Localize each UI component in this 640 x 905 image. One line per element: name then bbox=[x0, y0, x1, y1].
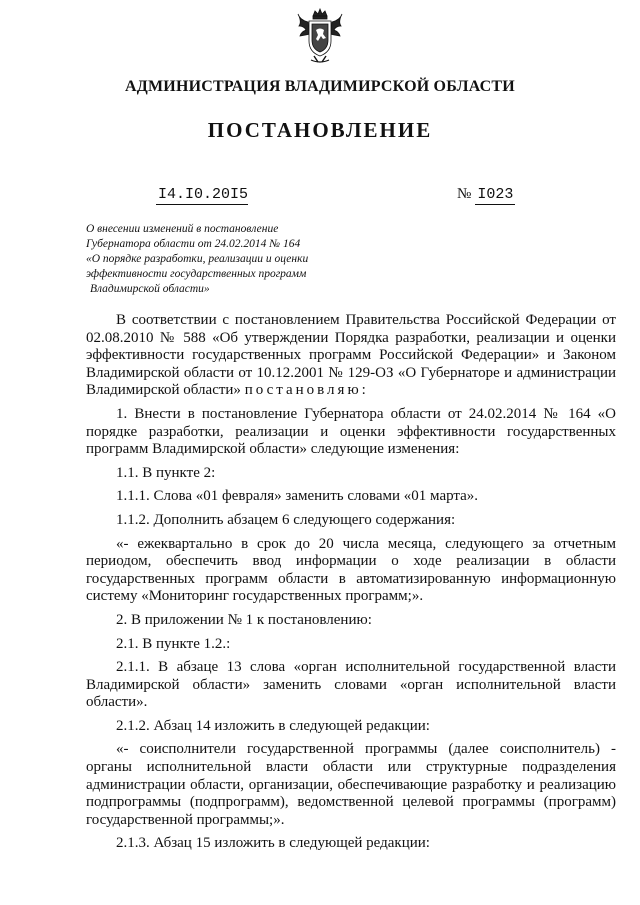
subject-line: Губернатора области от 24.02.2014 № 164 bbox=[86, 238, 301, 250]
clause-1: 1. Внести в постановление Губернатора области от 24.02.2014 № 164 «О порядке разработки, реализации и оценки эффективности государственных программ Владимирской области» следующие изменения: bbox=[86, 405, 616, 458]
document-subject bbox=[86, 222, 376, 297]
document-number: I023 bbox=[477, 186, 514, 203]
subject-line: «О порядке разработки, реализации и оценки bbox=[86, 253, 309, 265]
clause-1-1-1: 1.1.1. Слова «01 февраля» заменить словами «01 марта». bbox=[116, 488, 479, 505]
quote-clause-2: «- соисполнители государственной программы (далее соисполнитель) - органы исполнительной власти области или структурные подразделения администрации области, организации, обеспечивающие разработку и реализацию подпрограммы (подпрограмм), ведомственной целевой программы (программ) государственной программы;». bbox=[86, 741, 616, 828]
quote-clause-1: «- ежеквартально в срок до 20 числа месяца, следующего за отчетным периодом, обеспечить ввод информации о ходе реализации в области государственных программ области в автоматизированную информационную систему «Мониторинг государственных программ;». bbox=[86, 535, 616, 605]
clause-2-1-3: 2.1.3. Абзац 15 изложить в следующей редакции: bbox=[116, 835, 430, 852]
document-number-block bbox=[457, 186, 515, 205]
coat-of-arms-emblem bbox=[296, 8, 344, 64]
clause-1-1: 1.1. В пункте 2: bbox=[116, 464, 216, 481]
document-date: I4.I0.20I5 bbox=[158, 186, 249, 203]
resolve-word: постановляю: bbox=[244, 382, 369, 399]
clause-1-1-2: 1.1.2. Дополнить абзацем 6 следующего содержания: bbox=[116, 511, 456, 528]
document-type-title: ПОСТАНОВЛЕНИЕ bbox=[207, 118, 433, 142]
clause-2-1-2: 2.1.2. Абзац 14 изложить в следующей редакции: bbox=[116, 717, 430, 734]
preamble-paragraph bbox=[86, 312, 616, 400]
clause-2-1: 2.1. В пункте 1.2.: bbox=[116, 635, 231, 652]
organization-name: АДМИНИСТРАЦИЯ ВЛАДИМИРСКОЙ ОБЛАСТИ bbox=[125, 78, 515, 95]
clause-2-1-1: 2.1.1. В абзаце 13 слова «орган исполнительной государственной власти Владимирской области» заменить словами «орган исполнительной власти области». bbox=[86, 659, 616, 711]
document-body bbox=[86, 312, 616, 853]
subject-line: Владимирской области» bbox=[90, 283, 210, 295]
subject-line: О внесении изменений в постановление bbox=[86, 223, 279, 235]
subject-line: эффективности государственных программ bbox=[86, 268, 307, 280]
preamble-text: В соответствии с постановлением Правительства Российской Федерации от 02.08.2010 № 588 «Об утверждении Порядка разработки, реализации и оценки эффективности государственных программ Российской Федерации» и Законом Владимирской области от 10.12.2001 № 129-ОЗ «О Губернаторе и администрации Владимирской области» bbox=[86, 312, 616, 399]
number-sign: № bbox=[457, 186, 472, 202]
clause-2: 2. В приложении № 1 к постановлению: bbox=[116, 611, 372, 628]
